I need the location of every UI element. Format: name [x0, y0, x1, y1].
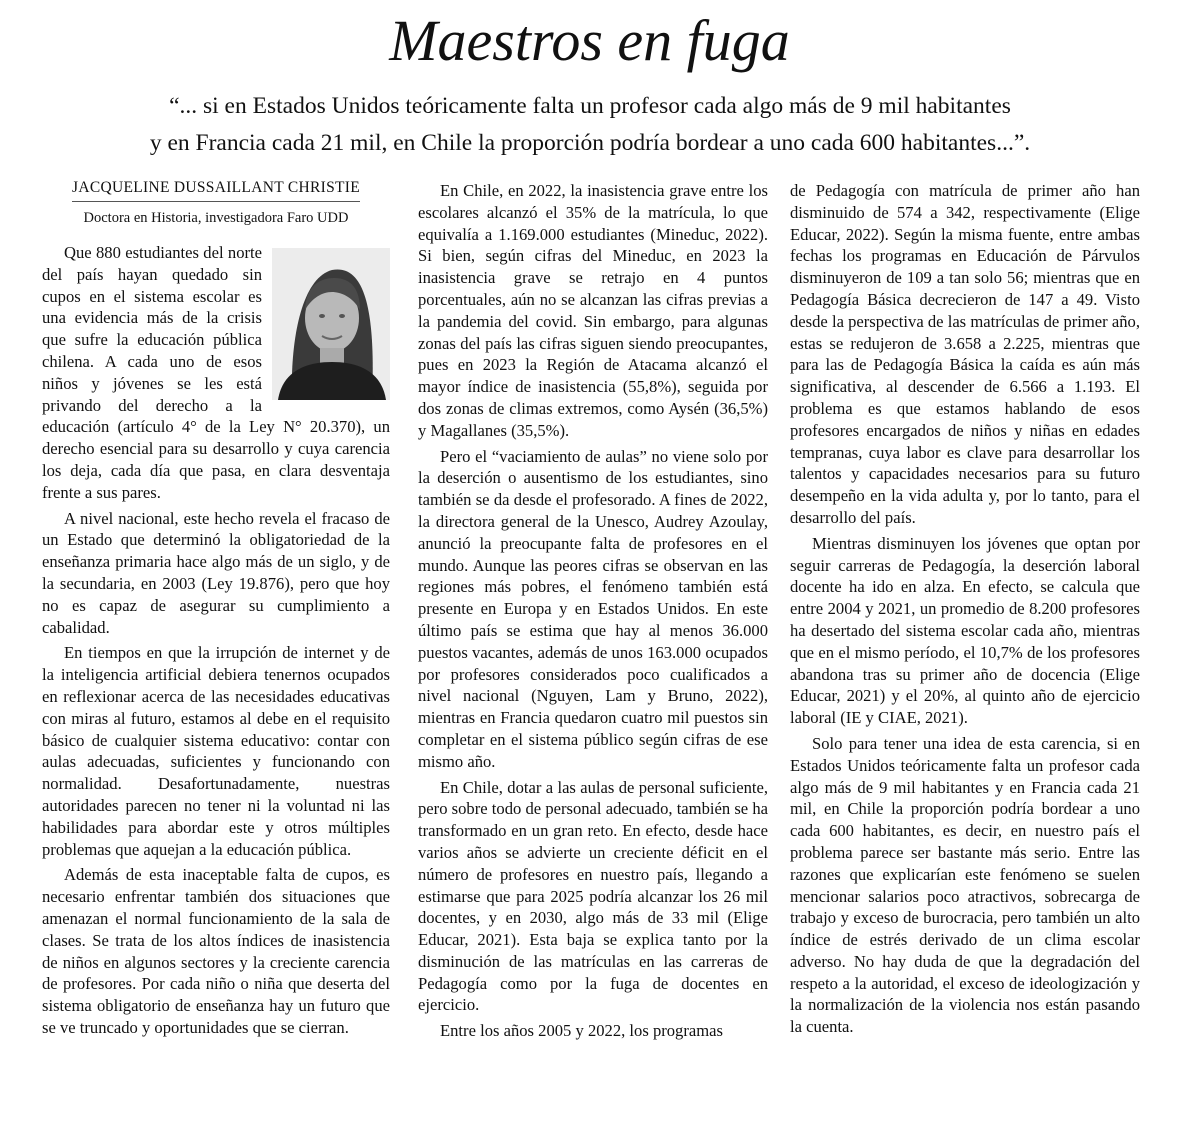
- portrait-image: [272, 248, 390, 400]
- article-title: Maestros en fuga: [389, 8, 790, 73]
- paragraph: Pero el “vaciamiento de aulas” no viene solo por la deserción o ausentismo de los estudiantes, sino también se da desde el profesorado. A fines de 2022, la directora general de la Unesco, Audrey Azoulay, anunció la preocupante falta de profesores en el mundo. Aunque las peores cifras se observan en las regiones más pobres, el fenómeno también está presente en Europa y en Estados Unidos. En este último país se estima que hay al menos 36.000 puestos vacantes, además de unos 163.000 ocupados por profesores considerados poco cualificados a nivel nacional (Nguyen, Lam y Bruno, 2022), mientras en Francia quedaron cuatro mil puestos sin completar en el sistema público según cifras de ese mismo año.: [418, 446, 768, 771]
- paragraph: Solo para tener una idea de esta carencia, si en Estados Unidos teóricamente falta un profesor cada algo más de 9 mil habitantes y en Francia cada 21 mil, en Chile la proporción podría bordear a uno cada 600 habitantes, es decir, en nuestro país el problema parece ser bastante más serio. Entre las razones que explicarían este fenómeno se suelen mencionar salarios poco atractivos, sobrecarga de trabajo y exceso de burocracia, pero también un alto índice de estrés derivado de un clima escolar adverso. No hay duda de que la degradación del respeto a la autoridad, el exceso de ideologización y la normalización de la violencia nos están pasando la cuenta.: [790, 733, 1140, 1037]
- pull-quote-line-2: y en Francia cada 21 mil, en Chile la proporción podría bordear a uno cada 600 habitantes...”.: [149, 130, 1031, 156]
- paragraph-text: Que 880 estudiantes del norte del país hayan quedado sin cupos en el sistema escolar es una evidencia más de la crisis que sufre la educación pública chilena. A cada uno de esos niños y jóvenes se les está privando del derecho a la educación (artículo 4° de la Ley N° 20.370), un derecho esencial para su desarrollo y cuya carencia los deja, cada día que pasa, en clara desventaja frente a sus pares.: [42, 243, 390, 502]
- paragraph: En tiempos en que la irrupción de internet y de la inteligencia artificial debiera tenernos ocupados en reflexionar acerca de las necesidades educativas con miras al futuro, estamos al debe en el requisito básico de cualquier sistema educativo: contar con aulas adecuadas, suficientes y funcionando con normalidad. Desafortunadamente, nuestras autoridades parecen no tener ni la voluntad ni las habilidades para abordar este y otros múltiples problemas que aquejan a la educación pública.: [42, 643, 390, 859]
- article-column-3: [790, 180, 1140, 1038]
- paragraph: Además de esta inaceptable falta de cupos, es necesario enfrentar también dos situaciones que amenazan el normal funcionamiento de la sala de clases. Se trata de los altos índices de inasistencia de niños en algunos sectores y la creciente carencia de profesores. Por cada niño o niña que deserta del sistema obligatorio de enseñanza hay un futuro que se ve truncado y oportunidades que se cierran.: [42, 865, 390, 1037]
- paragraph: Entre los años 2005 y 2022, los programas: [440, 1021, 723, 1041]
- article-column-1: [42, 178, 390, 1039]
- paragraph: En Chile, dotar a las aulas de personal suficiente, pero sobre todo de personal adecuado, también se ha transformado en un gran reto. En efecto, desde hace varios años se advierte un creciente déficit en el número de profesores en nuestro país, llegando a estimarse que para 2025 podría alcanzar los 26 mil docentes, y en 2030, algo más de 33 mil (Elige Educar, 2021). Esta baja se explica tanto por la disminución de las matrículas en las carreras de Pedagogía como por la fuga de docentes en ejercicio.: [418, 777, 768, 1015]
- author-photo: [272, 248, 390, 400]
- paragraph: [42, 242, 390, 504]
- pull-quote-line-1: “... si en Estados Unidos teóricamente falta un profesor cada algo más de 9 mil habitantes: [169, 93, 1011, 119]
- article-column-2: [418, 180, 768, 1042]
- paragraph: En Chile, en 2022, la inasistencia grave entre los escolares alcanzó el 35% de la matrícula, lo que equivalía a 1.169.000 estudiantes (Mineduc, 2022). Si bien, según cifras del Mineduc, en 2023 la inasistencia grave se retrajo en 4 puntos porcentuales, aún no se alcanzan las cifras previas a la pandemia del covid. Sin embargo, para algunas zonas del país las cifras siguen siendo preocupantes, pues en 2023 la Región de Atacama alcanzó el mayor índice de inasistencia (55,8%), seguida por dos zonas de climas extremos, como Aysén (36,5%) y Magallanes (35,5%).: [418, 181, 768, 440]
- author-name: JACQUELINE DUSSAILLANT CHRISTIE: [72, 178, 360, 202]
- paragraph: Mientras disminuyen los jóvenes que optan por seguir carreras de Pedagogía, la deserción laboral docente ha ido en alza. En efecto, se calcula que entre 2004 y 2021, un promedio de 8.200 profesores ha desertado del sistema escolar cada año, mientras que en el mismo período, el 10,7% de los profesores abandona tras su primer año de docencia (Elige Educar, 2021) y el 20%, al quinto año de ejercicio laboral (IE y CIAE, 2021).: [790, 533, 1140, 728]
- author-affiliation: Doctora en Historia, investigadora Faro UDD: [83, 210, 349, 226]
- paragraph: A nivel nacional, este hecho revela el fracaso de un Estado que determinó la obligatoriedad de la enseñanza primaria hace algo más de un siglo, y de la secundaria, en 2003 (Ley 19.876), pero que hoy no es capaz de asegurar su cumplimiento a cabalidad.: [42, 508, 390, 637]
- paragraph: de Pedagogía con matrícula de primer año han disminuido de 574 a 342, respectivamente (Elige Educar, 2022). Según la misma fuente, entre ambas fechas los programas en Educación de Párvulos disminuyeron de 109 a tan solo 56; mientras que en Pedagogía Básica decrecieron de 147 a 49. Visto desde la perspectiva de las matrículas de primer año, estas se redujeron de 3.658 a 2.225, mientras que para las de Pedagogía Básica la caída es aún más significativa, al descender de 6.566 a 1.193. El problema es que estamos hablando de esos profesores encargados de niños y niñas en edades tempranas, cuya labor es clave para desarrollar los talentos y capacidades necesarios para su futuro desempeño en la vida adulta y, por lo tanto, para el desarrollo del país.: [790, 181, 1140, 527]
- pull-quote: [60, 88, 1120, 162]
